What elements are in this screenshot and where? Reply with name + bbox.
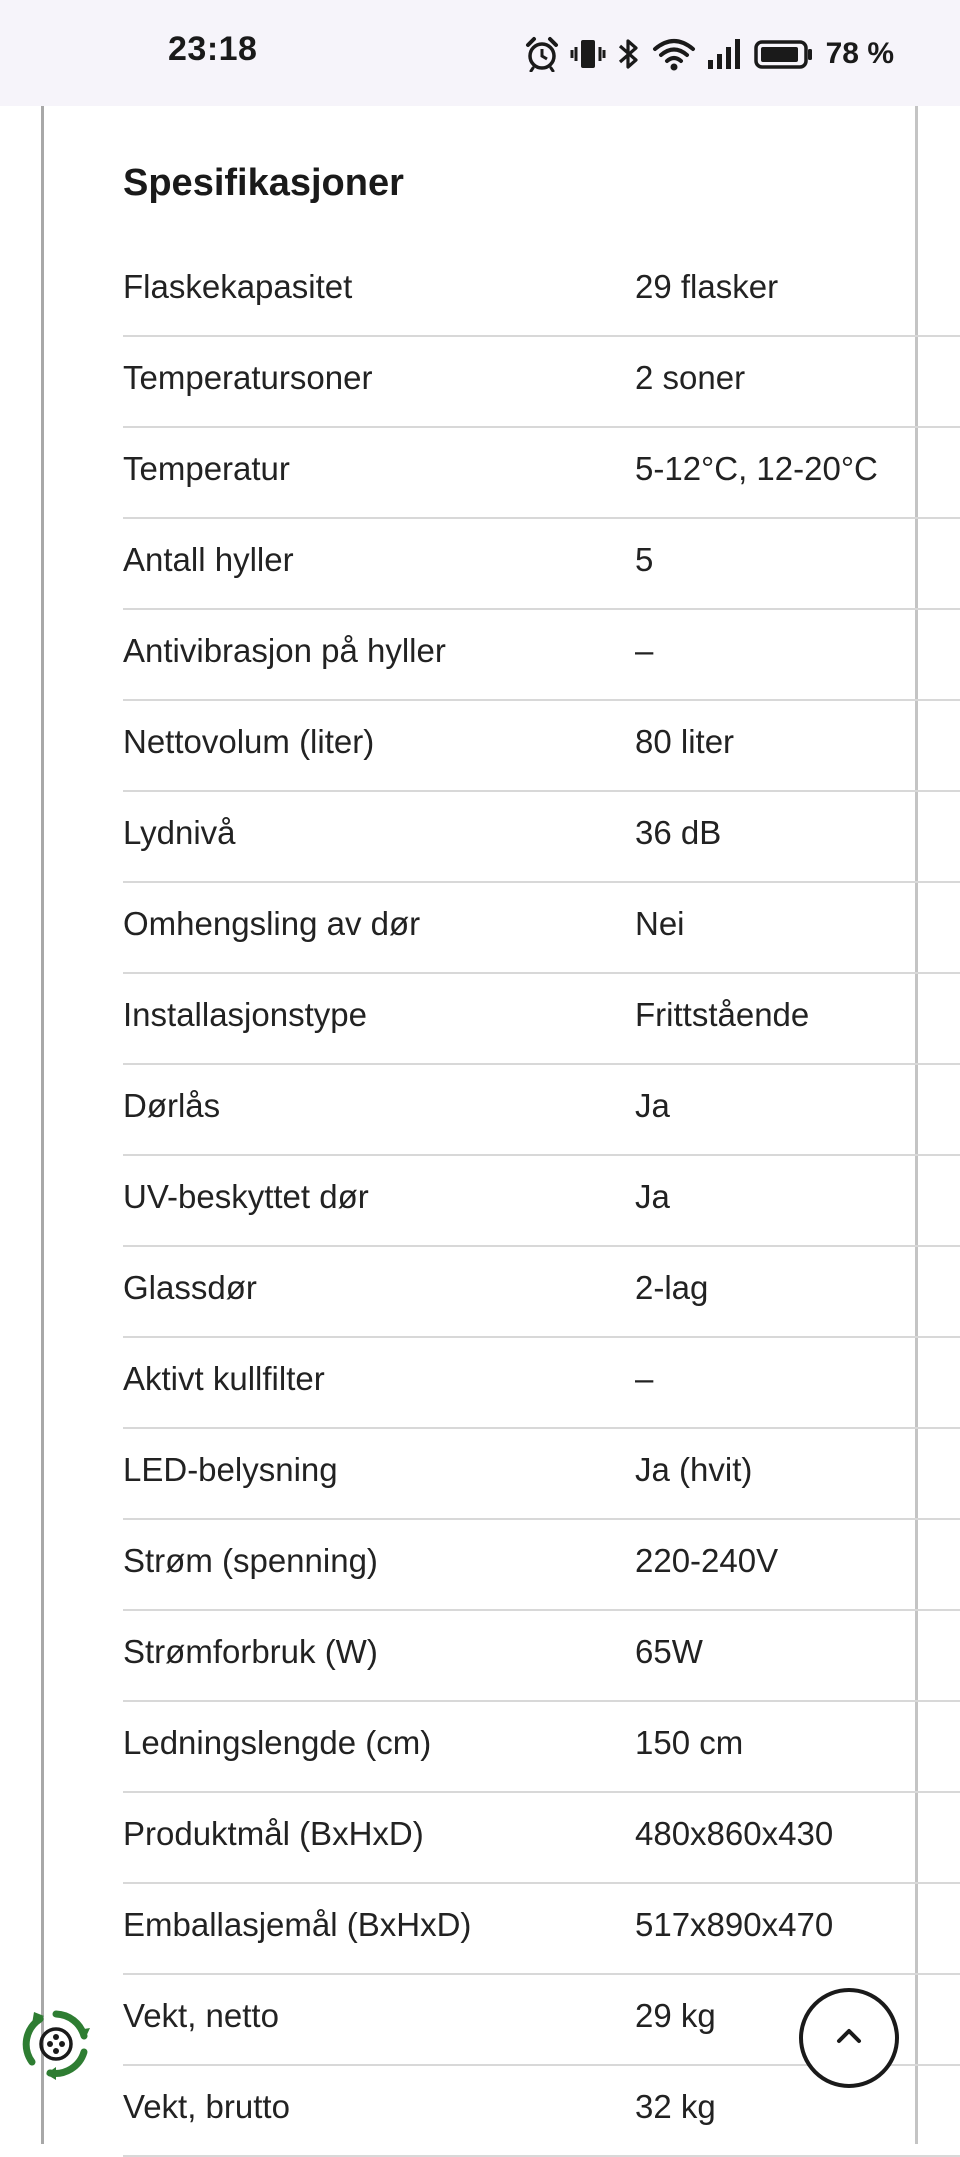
spec-value: –	[635, 1360, 654, 1397]
battery-percentage: 78 %	[825, 37, 894, 70]
spec-row	[123, 1156, 960, 1247]
spec-value: Ja	[635, 1178, 670, 1215]
spec-value: Ja	[635, 1087, 670, 1124]
bluetooth-icon	[616, 36, 642, 72]
spec-row	[123, 792, 960, 883]
spec-value: 5-12°C, 12-20°C	[635, 450, 878, 487]
spec-label: Strøm (spenning)	[123, 1542, 378, 1579]
chevron-up-icon	[831, 2018, 867, 2059]
spec-label: Emballasjemål (BxHxD)	[123, 1906, 472, 1943]
spec-value: Nei	[635, 905, 685, 942]
wifi-icon	[652, 36, 696, 72]
spec-label: Antall hyller	[123, 541, 294, 578]
battery-icon	[754, 36, 814, 72]
spec-row	[123, 1065, 960, 1156]
spec-label: Flaskekapasitet	[123, 268, 353, 305]
spec-label: Strømforbruk (W)	[123, 1633, 378, 1670]
status-bar	[0, 0, 960, 106]
spec-row	[123, 519, 960, 610]
spec-label: Nettovolum (liter)	[123, 723, 375, 760]
spec-value: 80 liter	[635, 723, 735, 760]
recycle-icon[interactable]	[18, 2006, 94, 2082]
spec-value: 29 flasker	[635, 268, 779, 305]
spec-label: Ledningslengde (cm)	[123, 1724, 432, 1761]
spec-row	[123, 1793, 960, 1884]
spec-value: 65W	[635, 1633, 703, 1670]
content-border-left	[41, 106, 44, 2144]
spec-label: Omhengsling av dør	[123, 905, 421, 942]
spec-row	[123, 1338, 960, 1429]
spec-value: 36 dB	[635, 814, 722, 851]
spec-row	[123, 1702, 960, 1793]
spec-row	[123, 428, 960, 519]
spec-row	[123, 1884, 960, 1975]
spec-label: Glassdør	[123, 1269, 257, 1306]
spec-label: Vekt, netto	[123, 1997, 279, 2034]
spec-label: UV-beskyttet dør	[123, 1178, 369, 1215]
spec-value: 517x890x470	[635, 1906, 834, 1943]
spec-value: Frittstående	[635, 996, 810, 1033]
alarm-icon	[524, 36, 560, 72]
spec-value: 220-240V	[635, 1542, 779, 1579]
spec-row	[123, 337, 960, 428]
spec-value: 2 soner	[635, 359, 746, 396]
spec-value: 480x860x430	[635, 1815, 834, 1852]
spec-label: Temperatur	[123, 450, 290, 487]
spec-label: Vekt, brutto	[123, 2088, 290, 2125]
spec-value: 150 cm	[635, 1724, 744, 1761]
spec-row	[123, 974, 960, 1065]
spec-value: –	[635, 632, 654, 669]
spec-value: 32 kg	[635, 2088, 716, 2125]
spec-row	[123, 883, 960, 974]
spec-label: Produktmål (BxHxD)	[123, 1815, 424, 1852]
spec-value: 5	[635, 541, 654, 578]
vibrate-icon	[570, 36, 606, 72]
specifications-table	[123, 246, 960, 2157]
specifications-heading: Spesifikasjoner	[123, 162, 404, 204]
spec-row	[123, 701, 960, 792]
scroll-to-top-button[interactable]	[799, 1988, 899, 2088]
spec-row	[123, 1247, 960, 1338]
status-time: 23:18	[168, 30, 258, 68]
spec-label: Dørlås	[123, 1087, 221, 1124]
spec-label: Installasjonstype	[123, 996, 367, 1033]
spec-value: Ja (hvit)	[635, 1451, 753, 1488]
spec-row	[123, 1611, 960, 1702]
signal-icon	[706, 36, 744, 72]
spec-label: Aktivt kullfilter	[123, 1360, 325, 1397]
spec-row	[123, 246, 960, 337]
spec-row	[123, 1520, 960, 1611]
spec-row	[123, 610, 960, 701]
status-icons	[524, 30, 894, 78]
spec-value: 29 kg	[635, 1997, 716, 2034]
spec-value: 2-lag	[635, 1269, 709, 1306]
spec-row	[123, 1429, 960, 1520]
spec-label: LED-belysning	[123, 1451, 338, 1488]
spec-label: Antivibrasjon på hyller	[123, 632, 446, 669]
spec-label: Temperatursoner	[123, 359, 373, 396]
spec-label: Lydnivå	[123, 814, 236, 851]
